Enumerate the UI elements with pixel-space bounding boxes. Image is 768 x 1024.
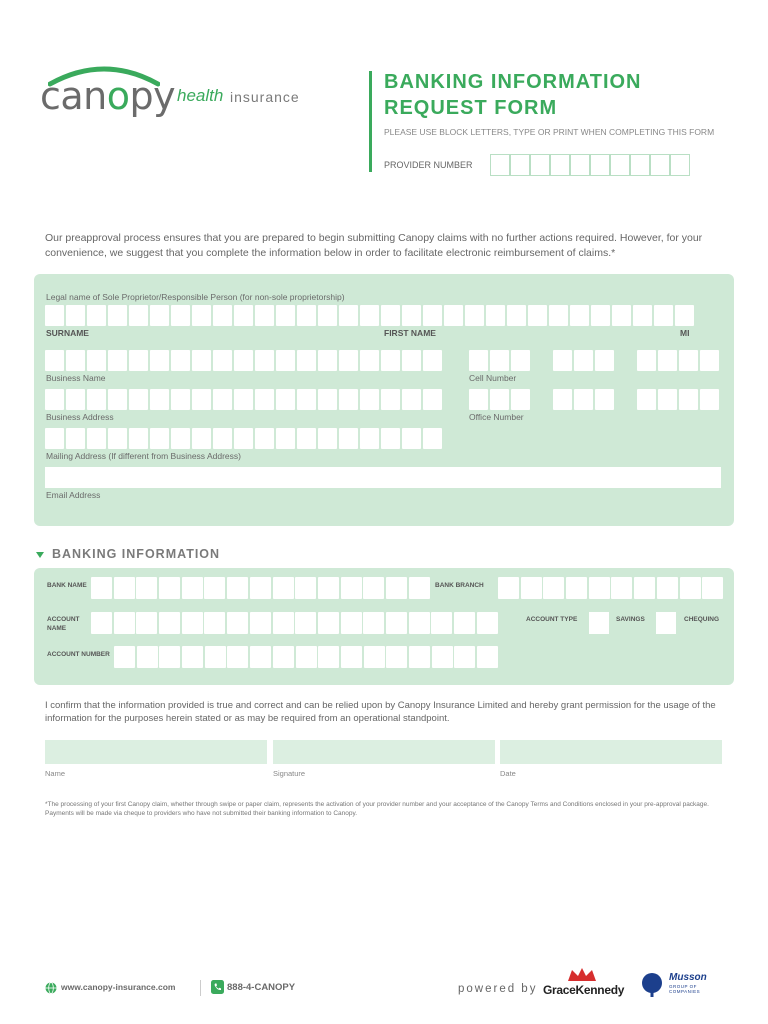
account-name-label: ACCOUNT NAME [47,616,80,632]
website-link[interactable]: www.canopy-insurance.com [61,982,176,992]
intro-text: Our preapproval process ensures that you are prepared to begin submitting Canopy claims with no further actions required. However, for your convenience, we suggest that you complete the information below in order to facilitate electronic reimbursement of claims.* [45,232,703,259]
bank-name-field[interactable] [91,577,430,599]
legal-name-label: Legal name of Sole Proprietor/Responsible Person (for non-sole proprietorship) [46,292,345,302]
logo-wordmark: canopy [40,74,176,118]
triangle-down-icon [36,552,44,558]
musson-logo: Musson GROUP OF COMPANIES [639,972,729,1000]
account-number-label: ACCOUNT NUMBER [47,651,110,658]
office-number-label: Office Number [469,412,524,422]
name-label: Name [45,769,66,778]
form-subtitle: PLEASE USE BLOCK LETTERS, TYPE OR PRINT WHEN COMPLETING THIS FORM [384,127,715,137]
name-field[interactable] [45,740,267,764]
date-label: Date [500,769,516,778]
office-number-area[interactable] [469,389,530,410]
business-name-label: Business Name [46,373,106,383]
business-address-label: Business Address [46,412,114,422]
phone-icon [211,980,224,994]
logo-insurance: insurance [230,89,300,105]
banking-section-heading: BANKING INFORMATION [36,547,220,561]
cell-number-area[interactable] [469,350,530,371]
mailing-address-label: Mailing Address (If different from Business Address) [46,451,241,461]
first-name-label: FIRST NAME [384,328,436,338]
chequing-checkbox[interactable] [656,612,676,634]
canopy-logo [40,56,320,126]
gracekennedy-logo: GraceKennedy [543,968,635,1002]
title-accent-bar [369,71,372,172]
provider-number-label: PROVIDER NUMBER [384,160,473,170]
cell-number-label: Cell Number [469,373,517,383]
personal-info-panel [34,274,734,526]
footer-divider [200,980,201,996]
savings-label: SAVINGS [616,616,645,623]
bank-branch-label: BANK BRANCH [435,582,484,589]
mailing-address-field[interactable] [45,428,442,449]
chequing-label: CHEQUING [684,616,720,623]
musson-tree-icon [639,972,665,998]
account-number-field[interactable] [114,646,498,668]
mi-label: MI [680,328,690,338]
globe-icon [45,982,57,994]
surname-label: SURNAME [46,328,89,338]
email-address-field[interactable] [45,467,721,488]
office-number-prefix[interactable] [553,389,614,410]
banking-info-panel [34,568,734,685]
business-name-field[interactable] [45,350,442,371]
form-title: BANKING INFORMATION REQUEST FORM [384,71,642,119]
email-address-label: Email Address [46,490,101,500]
signature-label: Signature [273,769,306,778]
business-address-field[interactable] [45,389,442,410]
cell-number-line[interactable] [637,350,719,371]
savings-checkbox[interactable] [589,612,609,634]
account-name-field[interactable] [91,612,498,634]
gracekennedy-crown-icon [567,968,597,982]
footer [45,972,735,1004]
logo-health: health [177,86,224,105]
provider-number-field[interactable] [490,154,690,176]
bank-branch-field[interactable] [498,577,723,599]
phone-number[interactable]: 888-4-CANOPY [227,982,296,993]
legal-name-field[interactable] [45,305,694,326]
date-field[interactable] [500,740,722,764]
footnote: *The processing of your first Canopy claim, whether through swipe or paper claim, represents the activation of your provider number and your acceptance of the Canopy Terms and Conditions enclosed in your pre-approval package. Payments will be made via cheque to providers who have not submitted their banking information to Canopy. [45,801,709,817]
account-type-label: ACCOUNT TYPE [526,616,578,623]
confirmation-text: I confirm that the information provided is true and correct and can be relied upon by Canopy Insurance Limited and hereby grant permission for the usage of the information for the purposes herein stated or as may be required from an operational standpoint. [45,700,716,724]
cell-number-prefix[interactable] [553,350,614,371]
bank-name-label: BANK NAME [47,582,87,589]
signature-field[interactable] [273,740,495,764]
office-number-line[interactable] [637,389,719,410]
powered-by-text: powered by [458,983,538,995]
